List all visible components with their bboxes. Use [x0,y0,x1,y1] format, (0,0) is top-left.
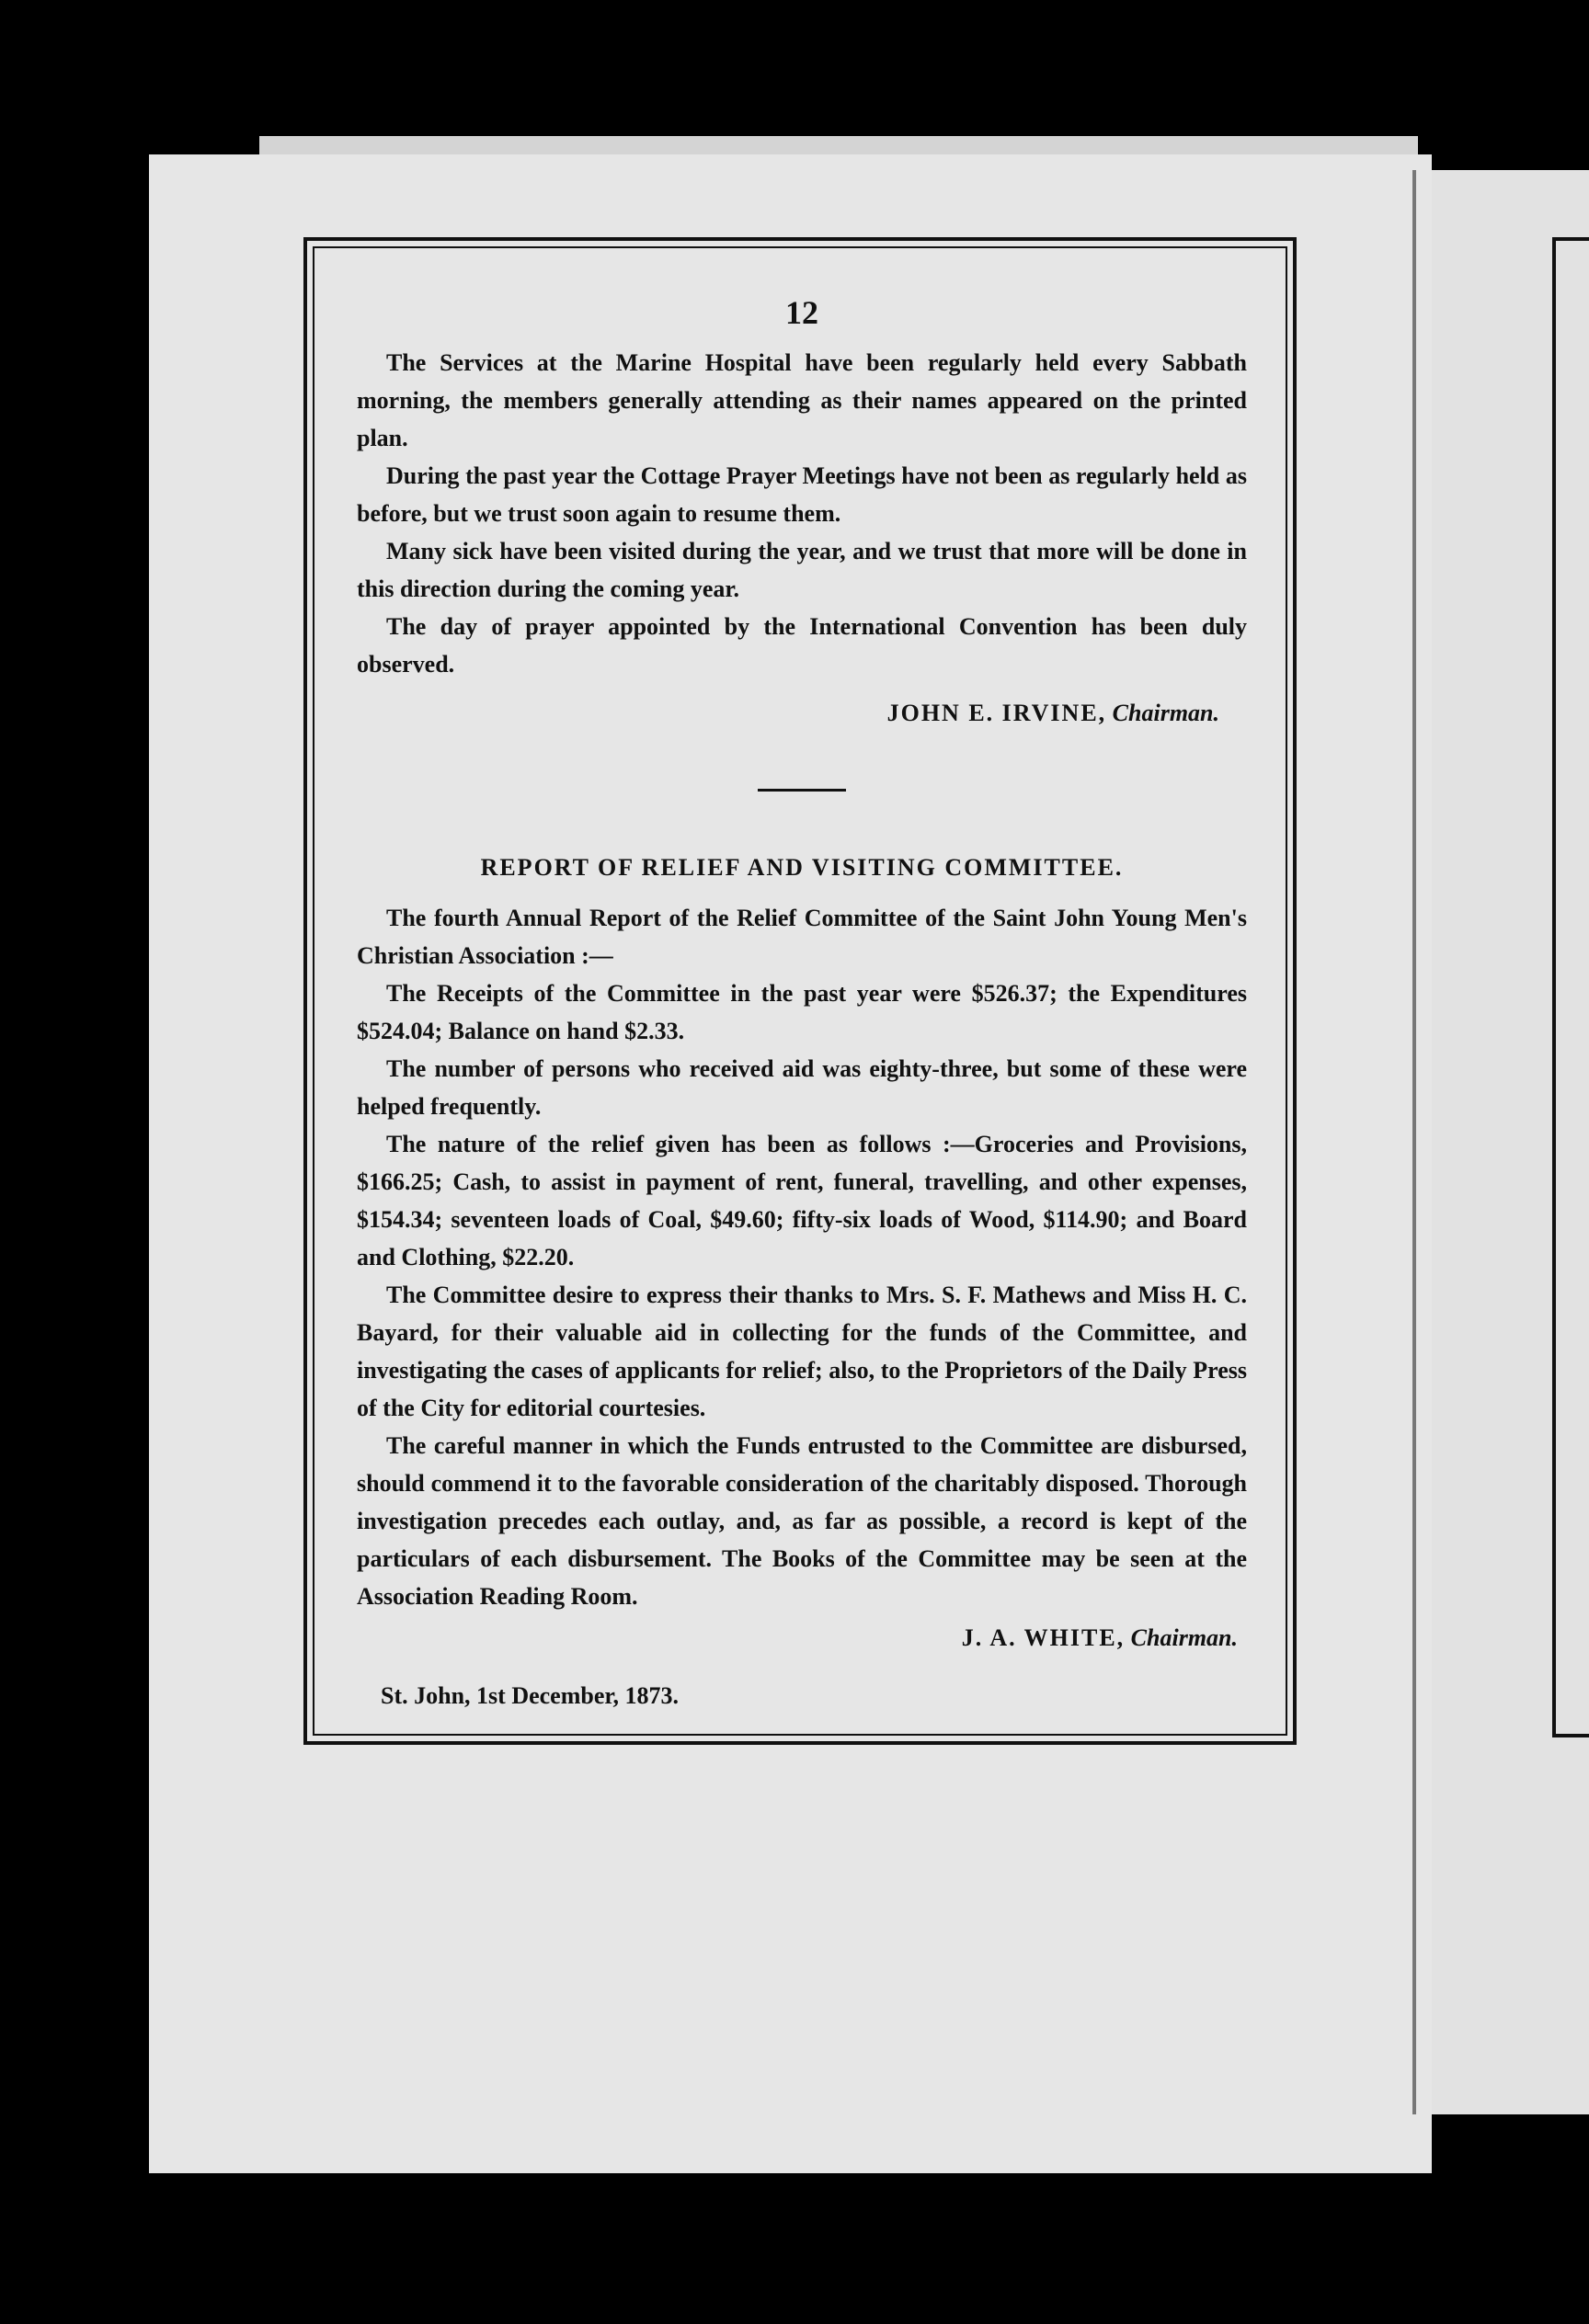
signature [357,694,1247,732]
relief-committee-section [357,849,1247,1715]
page-fold [1412,170,1416,2114]
signature-title: Chairman. [1112,700,1219,726]
hospital-services-section [357,344,1247,732]
signature-name: JOHN E. IRVINE, [886,700,1107,726]
paragraph: The careful manner in which the Funds entrusted to the Committee are disbursed, should commend it to the favorable consideration of the charitably disposed. Thorough investigation precedes each outlay, and, as far as possible, a record is kept of the particulars of each disbursement. The Books of the Committee may be seen at the Association Reading Room. [357,1432,1247,1610]
paragraph: The nature of the relief given has been as follows :—Groceries and Provisions, $166.25; Cash, to assist in payment of rent, funeral, travelling, and other expenses, $154.34; seventeen loads of Coal, $49.60; fifty-six loads of Wood, $114.90; and Board and Clothing, $22.20. [357,1131,1247,1270]
section-divider [758,789,846,792]
page-content [357,292,1247,1715]
signature [357,1619,1247,1657]
facing-page-border [1552,237,1589,1737]
page-number: 12 [785,294,818,331]
signature-title: Chairman. [1130,1624,1238,1651]
signature-name: J. A. WHITE, [961,1624,1126,1651]
paragraph: During the past year the Cottage Prayer Meetings have not been as regularly held as before, but we trust soon again to resume them. [357,462,1247,527]
paragraph: The Committee desire to express their thanks to Mrs. S. F. Mathews and Miss H. C. Bayard, for their valuable aid in collecting for the funds of the Committee, and investigating the cases of applicants for relief; also, to the Proprietors of the Daily Press of the City for editorial courtesies. [357,1282,1247,1421]
dateline: St. John, 1st December, 1873. [381,1682,680,1709]
paragraph: The day of prayer appointed by the International Convention has been duly observed. [357,613,1247,678]
paragraph: Many sick have been visited during the year, and we trust that more will be done in this direction during the coming year. [357,538,1247,602]
paragraph: The number of persons who received aid was eighty-three, but some of these were helped frequently. [357,1055,1247,1120]
section-heading: REPORT OF RELIEF AND VISITING COMMITTEE. [480,854,1124,881]
paragraph: The fourth Annual Report of the Relief Committee of the Saint John Young Men's Christian Association :— [357,905,1247,969]
paragraph: The Receipts of the Committee in the past year were $526.37; the Expenditures $524.04; Balance on hand $2.33. [357,980,1247,1044]
paragraph: The Services at the Marine Hospital have been regularly held every Sabbath morning, the members generally attending as their names appeared on the printed plan. [357,349,1247,451]
